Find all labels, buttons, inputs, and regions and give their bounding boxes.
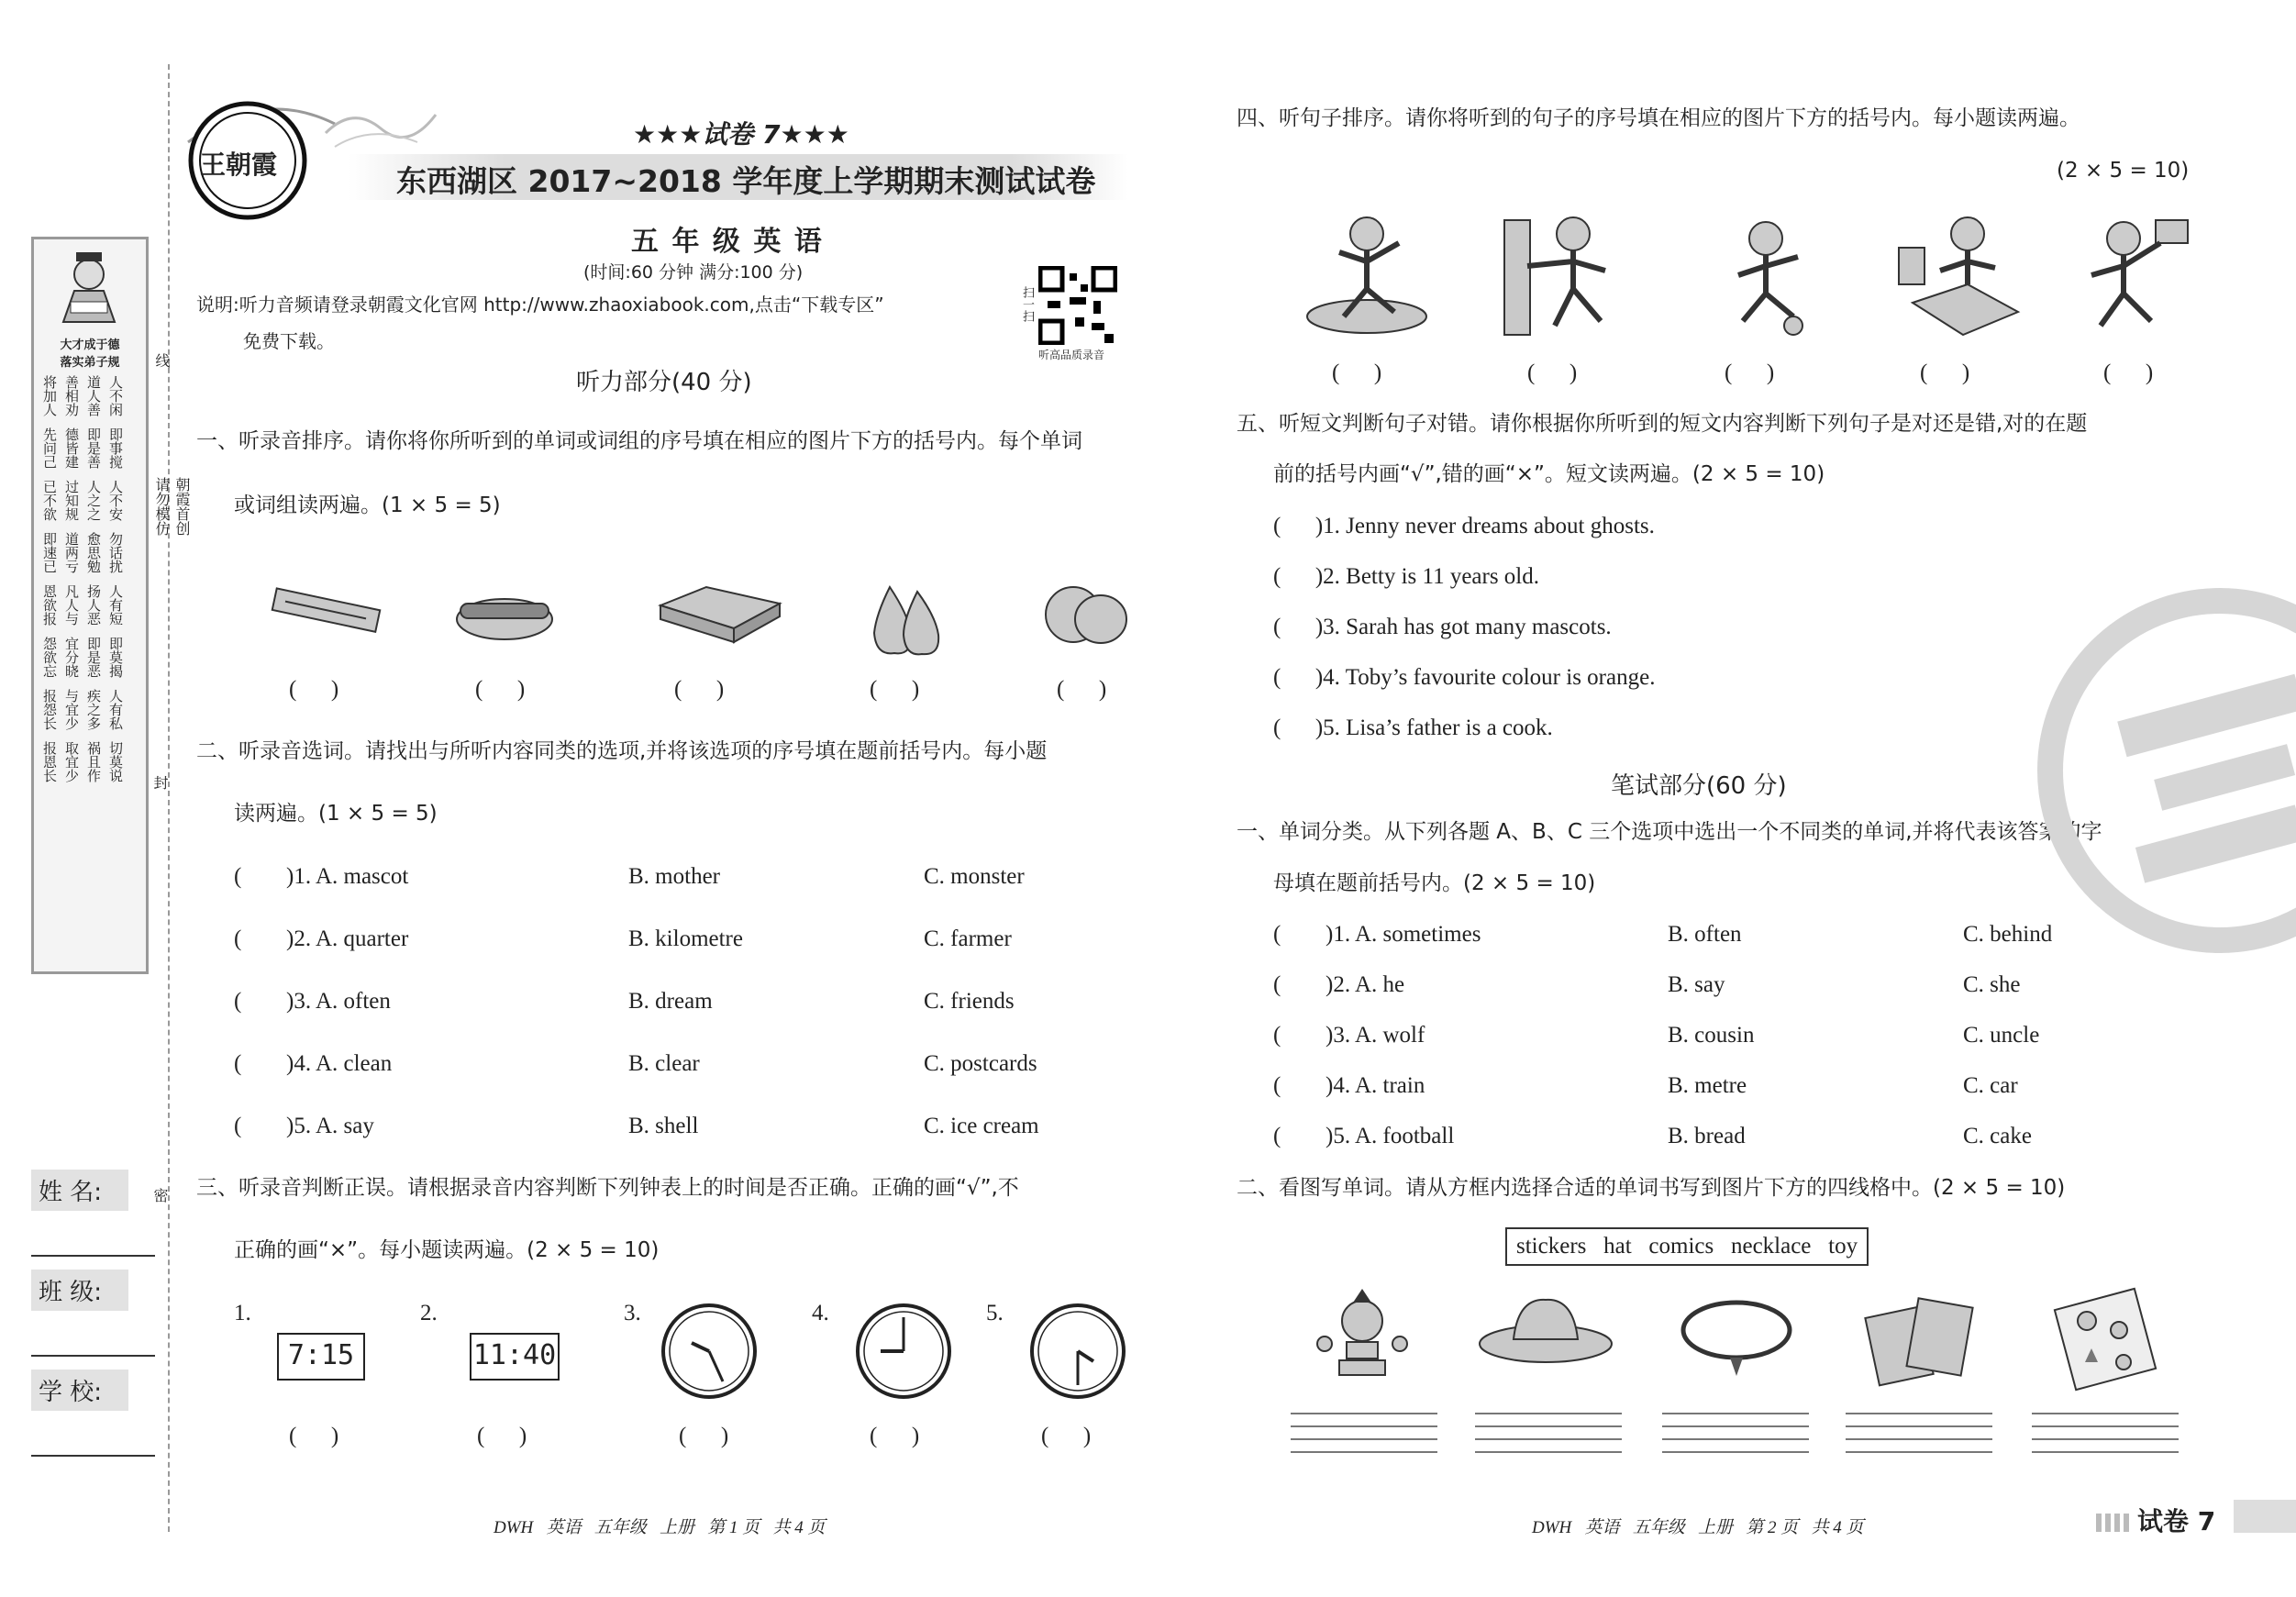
analog-clock-5-icon — [1027, 1301, 1128, 1402]
s2-option-c: C. postcards — [924, 1051, 1037, 1076]
s1-answer-5[interactable]: ( ) — [1057, 677, 1107, 702]
seal-line — [151, 477, 192, 536]
w1-option-b: B. say — [1668, 972, 1725, 997]
confidential-seal-icon — [2018, 587, 2296, 954]
motto-column: 愈思勉 — [85, 532, 102, 573]
s5-answer-1[interactable]: ( — [1273, 514, 1315, 538]
binding-line — [168, 64, 170, 1532]
s2-option-c: C. monster — [924, 864, 1025, 889]
s1-instruction: 一、听录音排序。请你将你所听到的单词或词组的序号填在相应的图片下方的括号内。每个单词 — [196, 429, 1082, 453]
w1-question-3 — [1273, 1023, 2227, 1073]
motto-column: 人有私 — [107, 689, 124, 730]
s3-instruction: 三、听录音判断正误。请根据录音内容判断下列钟表上的时间是否正确。正确的画“√”,不 — [196, 1176, 1019, 1200]
corner-tab — [2234, 1500, 2296, 1533]
school-label: 学 校: — [31, 1370, 128, 1411]
s2-question-2 — [234, 926, 1151, 989]
writing-lines-3[interactable] — [1662, 1413, 1809, 1453]
s2-instruction: 二、听录音选词。请找出与所听内容同类的选项,并将该选项的序号填在题前括号内。每小题 — [196, 739, 1048, 763]
w1-option-b: B. bread — [1668, 1124, 1746, 1148]
w1-answer-5[interactable]: ( — [1273, 1124, 1315, 1148]
w1-answer-1[interactable]: ( — [1273, 922, 1315, 947]
w1-answer-2[interactable]: ( — [1273, 972, 1315, 997]
clock-label-4: 4. — [812, 1301, 829, 1325]
w1-question-4 — [1273, 1073, 2227, 1124]
motto-group — [41, 584, 146, 626]
w1-question-list — [1273, 922, 2227, 1174]
s5-statement: )2. Betty is 11 years old. — [1314, 564, 1540, 589]
motto-group — [41, 637, 146, 678]
s5-instruction-2: 前的括号内画“√”,错的画“×”。短文读两遍。(2 × 5 = 10) — [1273, 462, 1825, 486]
listening-heading: 听力部分(40 分) — [576, 369, 752, 396]
necklace-icon — [1677, 1289, 1796, 1390]
s5-answer-3[interactable]: ( — [1273, 615, 1315, 639]
s3-answer-5[interactable]: ( ) — [1041, 1424, 1092, 1448]
word-bank-box: stickers hat comics necklace toy — [1505, 1227, 1869, 1266]
scene-1-running-icon — [1303, 202, 1431, 339]
motto-column: 过知规 — [63, 480, 80, 521]
w1-option-a: )3. A. wolf — [1325, 1023, 1425, 1048]
clock-label-3: 3. — [624, 1301, 641, 1325]
s4-instruction: 四、听句子排序。请你将听到的句子的序号填在相应的图片下方的括号内。每小题读两遍。 — [1237, 106, 2080, 130]
w1-option-a: )1. A. sometimes — [1325, 922, 1481, 947]
s2-question-5 — [234, 1114, 1151, 1176]
motto-group — [41, 427, 146, 469]
motto-column: 人不安 — [107, 480, 124, 521]
s3-answer-4[interactable]: ( ) — [870, 1424, 920, 1448]
motto-column: 将加人 — [41, 375, 58, 416]
chewing-gum-icon — [266, 573, 385, 647]
writing-lines-4[interactable] — [1846, 1413, 1992, 1453]
digital-clock-1: 7:15 — [277, 1333, 365, 1381]
motto-column: 人有短 — [107, 584, 124, 626]
motto-column: 先问己 — [41, 427, 58, 469]
corner-paper-label: 试卷 7 — [2137, 1506, 2216, 1536]
clock-label-1: 1. — [234, 1301, 251, 1325]
w1-option-b: B. cousin — [1668, 1023, 1755, 1048]
s2-answer-3[interactable]: ( — [234, 989, 276, 1014]
w1-option-a: )5. A. football — [1325, 1124, 1455, 1148]
motto-column: 即莫揭 — [107, 637, 124, 678]
w1-option-b: B. often — [1668, 922, 1742, 947]
exam-subject: 五 年 级 英 语 — [631, 226, 824, 258]
s1-instruction-2: 或词组读两遍。(1 × 5 = 5) — [234, 494, 501, 517]
scene-5-cake-icon — [2064, 202, 2192, 339]
s3-answer-3[interactable]: ( ) — [679, 1424, 729, 1448]
s4-answer-5[interactable]: ( ) — [2103, 360, 2154, 385]
s2-question-3 — [234, 989, 1151, 1051]
s5-question-2 — [1273, 564, 1655, 615]
name-field[interactable] — [31, 1211, 155, 1257]
s2-option-c: C. ice cream — [924, 1114, 1039, 1138]
binding-mark-3: 密 — [151, 1188, 169, 1203]
motto-column: 善相劝 — [63, 375, 80, 416]
motto-column: 与宜少 — [63, 689, 80, 730]
comics-icon — [1862, 1289, 1981, 1390]
s2-answer-2[interactable]: ( — [234, 926, 276, 951]
motto-group — [41, 532, 146, 573]
motto-column: 恩欲报 — [41, 584, 58, 626]
motto-column: 怨欲忘 — [41, 637, 58, 678]
s2-option-b: B. shell — [628, 1114, 699, 1138]
s2-option-a: )4. A. clean — [286, 1051, 393, 1076]
s2-question-list — [234, 864, 1151, 1176]
cowboy-hat-icon — [1477, 1289, 1614, 1371]
binding-mark-1: 线 — [153, 353, 171, 368]
s4-answer-1[interactable]: ( ) — [1332, 360, 1382, 385]
s2-option-a: )1. A. mascot — [286, 864, 409, 889]
s2-option-b: B. dream — [628, 989, 713, 1014]
w1-option-a: )2. A. he — [1325, 972, 1405, 997]
motto-column: 勿话扰 — [107, 532, 124, 573]
s1-answer-1[interactable]: ( ) — [289, 677, 339, 702]
w1-option-c: C. car — [1963, 1073, 2018, 1098]
class-field[interactable] — [31, 1311, 155, 1357]
exam-note-2: 免费下载。 — [243, 330, 335, 352]
motto-group — [41, 375, 146, 416]
scene-3-falling-icon — [1702, 202, 1830, 339]
s5-statement: )3. Sarah has got many mascots. — [1314, 615, 1612, 639]
motto-group — [41, 689, 146, 730]
scene-2-door-icon — [1500, 202, 1628, 339]
motto-column: 即是善 — [85, 427, 102, 469]
motto-2: 落实弟子规 — [60, 356, 120, 370]
scene-4-table-icon — [1894, 202, 2023, 339]
s2-option-c: C. farmer — [924, 926, 1012, 951]
w1-option-b: B. metre — [1668, 1073, 1747, 1098]
toy-robot-icon — [1312, 1289, 1413, 1381]
s1-answer-4[interactable]: ( ) — [870, 677, 920, 702]
mangoes-icon — [1041, 578, 1133, 651]
motto-column: 即是恶 — [85, 637, 102, 678]
qr-scan-label: 扫一扫 — [1020, 286, 1034, 322]
motto-column: 报怨长 — [41, 689, 58, 730]
writing-lines-2[interactable] — [1475, 1413, 1622, 1453]
w2-instruction: 二、看图写单词。请从方框内选择合适的单词书写到图片下方的四线格中。(2 × 5 = 10) — [1237, 1176, 2066, 1200]
footer-right: DWH 英语 五年级 上册 第 2 页 共 4 页 — [1532, 1518, 1864, 1537]
s2-option-a: )2. A. quarter — [286, 926, 409, 951]
motto-column: 德皆建 — [63, 427, 80, 469]
sidebar-motto-panel — [31, 237, 149, 974]
s1-answer-2[interactable]: ( ) — [475, 677, 526, 702]
writing-lines-5[interactable] — [2032, 1413, 2179, 1453]
s5-question-3 — [1273, 615, 1655, 665]
s4-answer-2[interactable]: ( ) — [1527, 360, 1578, 385]
s2-answer-1[interactable]: ( — [234, 864, 276, 889]
analog-clock-3-icon — [659, 1301, 760, 1402]
s5-question-4 — [1273, 665, 1655, 715]
w1-option-a: )4. A. train — [1325, 1073, 1425, 1098]
w1-instruction: 一、单词分类。从下列各题 A、B、C 三个选项中选出一个不同类的单词,并将代表该答案的字 — [1237, 820, 2102, 844]
analog-clock-4-icon — [853, 1301, 954, 1402]
s3-instruction-2: 正确的画“×”。每小题读两遍。(2 × 5 = 10) — [234, 1238, 660, 1262]
digital-clock-2: 11:40 — [470, 1333, 560, 1381]
s2-option-b: B. kilometre — [628, 926, 743, 951]
motto-column: 已不欲 — [41, 480, 58, 521]
motto-column: 即速已 — [41, 532, 58, 573]
w1-answer-3[interactable]: ( — [1273, 1023, 1315, 1048]
ribbon-decoration-icon — [316, 96, 445, 161]
s4-answer-3[interactable]: ( ) — [1725, 360, 1775, 385]
motto-column: 疾之多 — [85, 689, 102, 730]
s2-option-b: B. mother — [628, 864, 720, 889]
exam-time-info: (时间:60 分钟 满分:100 分) — [583, 262, 804, 283]
motto-column: 取宜少 — [63, 741, 80, 782]
motto-column: 报恩长 — [41, 741, 58, 782]
s5-question-5 — [1273, 715, 1655, 766]
s2-option-c: C. friends — [924, 989, 1015, 1014]
logo-text: 王朝霞 — [200, 150, 278, 180]
exam-note: 说明:听力音频请登录朝霞文化官网 http://www.zhaoxiabook.com,点击“下载专区” — [196, 294, 884, 316]
s2-option-a: )3. A. often — [286, 989, 391, 1014]
qr-code-icon[interactable] — [1038, 266, 1117, 345]
motto-column: 道人善 — [85, 375, 102, 416]
motto-columns — [34, 375, 146, 782]
motto-column: 凡人与 — [63, 584, 80, 626]
w1-option-c: C. behind — [1963, 922, 2053, 947]
w1-option-c: C. she — [1963, 972, 2021, 997]
seal-line-2: 请勿模仿 — [153, 477, 171, 536]
s1-answer-3[interactable]: ( ) — [674, 677, 725, 702]
s5-statement: )4. Toby’s favourite colour is orange. — [1314, 665, 1656, 690]
s5-answer-2[interactable]: ( — [1273, 564, 1315, 589]
student-info — [31, 1170, 155, 1457]
motto-column: 人不闲 — [107, 375, 124, 416]
school-field[interactable] — [31, 1411, 155, 1457]
w1-question-5 — [1273, 1124, 2227, 1174]
motto-column: 人之之 — [85, 480, 102, 521]
binding-mark-2: 封 — [151, 775, 169, 790]
w1-question-2 — [1273, 972, 2227, 1023]
w1-answer-4[interactable]: ( — [1273, 1073, 1315, 1098]
motto-group — [41, 741, 146, 782]
motto-column: 切莫说 — [107, 741, 124, 782]
footer-left: DWH 英语 五年级 上册 第 1 页 共 4 页 — [494, 1518, 826, 1537]
writing-lines-1[interactable] — [1291, 1413, 1437, 1453]
motto-1: 大才成于德 — [60, 338, 120, 352]
w1-instruction-2: 母填在题前括号内。(2 × 5 = 10) — [1273, 871, 1596, 895]
stickers-icon — [2050, 1284, 2160, 1394]
hot-dog-icon — [449, 578, 560, 651]
s5-question-1 — [1273, 514, 1655, 564]
s2-option-a: )5. A. say — [286, 1114, 374, 1138]
qr-caption: 听高品质录音 — [1038, 349, 1105, 361]
s2-instruction-2: 读两遍。(1 × 5 = 5) — [234, 802, 438, 826]
s5-statement: )5. Lisa’s father is a cook. — [1314, 715, 1553, 740]
w1-option-c: C. uncle — [1963, 1023, 2040, 1048]
chocolate-icon — [651, 578, 789, 651]
s2-answer-5[interactable]: ( — [234, 1114, 276, 1138]
child-reading-icon — [34, 239, 146, 331]
exam-title: 东西湖区 2017~2018 学年度上学期期末测试试卷 — [396, 163, 1096, 199]
corner-dots — [2096, 1514, 2133, 1532]
s5-answer-5[interactable]: ( — [1273, 715, 1315, 740]
motto-column: 扬人恶 — [85, 584, 102, 626]
s5-statement: )1. Jenny never dreams about ghosts. — [1314, 514, 1655, 538]
clock-label-2: 2. — [420, 1301, 438, 1325]
motto-column: 祸且作 — [85, 741, 102, 782]
paper-label: ★★★试卷 7★★★ — [633, 119, 849, 150]
motto-column: 宜分晓 — [63, 637, 80, 678]
class-label: 班 级: — [31, 1270, 128, 1311]
s3-answer-2[interactable]: ( ) — [477, 1424, 527, 1448]
s5-instruction: 五、听短文判断句子对错。请你根据你所听到的短文内容判断下列句子是对还是错,对的在题 — [1237, 412, 2088, 436]
pears-icon — [858, 569, 949, 660]
motto-column: 即事搅 — [107, 427, 124, 469]
s2-answer-4[interactable]: ( — [234, 1051, 276, 1076]
w1-option-c: C. cake — [1963, 1124, 2032, 1148]
motto-column: 道两亏 — [63, 532, 80, 573]
s4-answer-4[interactable]: ( ) — [1920, 360, 1970, 385]
s5-answer-4[interactable]: ( — [1273, 665, 1315, 690]
motto-group — [41, 480, 146, 521]
s3-answer-1[interactable]: ( ) — [289, 1424, 339, 1448]
name-label: 姓 名: — [31, 1170, 128, 1211]
seal-line-1: 朝霞首创 — [173, 477, 191, 536]
s4-score: (2 × 5 = 10) — [2057, 159, 2190, 183]
written-heading: 笔试部分(60 分) — [1611, 772, 1787, 800]
s2-question-4 — [234, 1051, 1151, 1114]
s2-question-1 — [234, 864, 1151, 926]
clock-label-5: 5. — [986, 1301, 1004, 1325]
s2-option-b: B. clear — [628, 1051, 700, 1076]
s5-question-list — [1273, 514, 1655, 766]
